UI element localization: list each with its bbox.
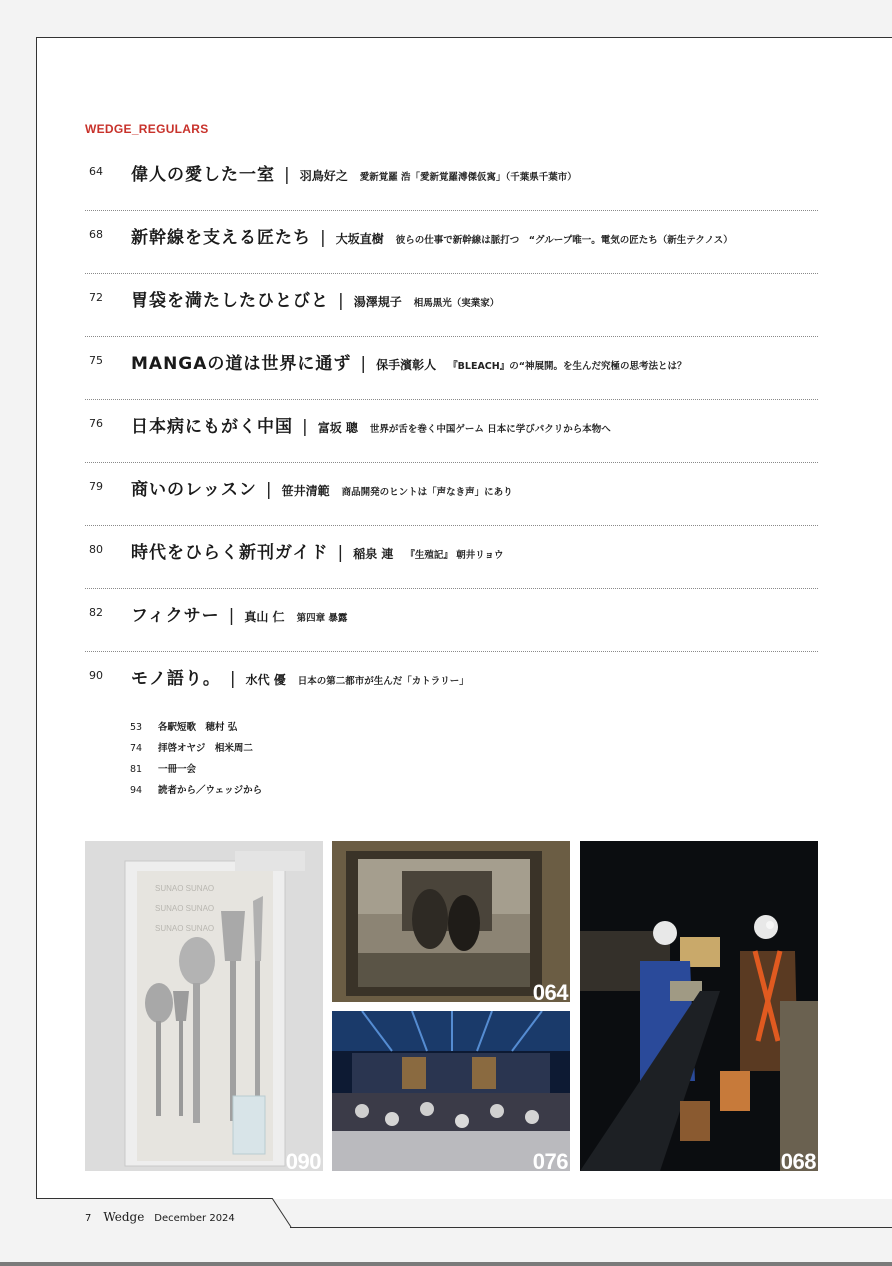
toc-title: 新幹線を支える匠たち (131, 228, 311, 248)
page-number: 7 (85, 1213, 92, 1224)
photo-page-label: 076 (532, 1149, 568, 1171)
toc-item[interactable] (85, 211, 818, 274)
toc-item[interactable] (85, 274, 818, 337)
section-label: WEDGE_REGULARS (85, 122, 209, 136)
toc-title: 胃袋を満たしたひとびと (131, 291, 329, 311)
minor-page-number: 53 (130, 722, 143, 733)
photo-page-label: 068 (780, 1149, 816, 1171)
footer-rule (290, 1227, 892, 1228)
toc-description: 相馬黒光（実業家） (413, 298, 500, 309)
toc-author: 富坂 聰 (317, 421, 358, 435)
page-footer (85, 1210, 235, 1224)
bottom-band (0, 1262, 892, 1266)
minor-title: 各駅短歌 穂村 弘 (158, 722, 238, 733)
separator: | (265, 480, 272, 500)
toc-item[interactable] (85, 337, 818, 400)
toc-page-number: 72 (89, 291, 103, 304)
issue-date: December 2024 (154, 1213, 235, 1224)
historic-photo-illustration (332, 841, 570, 1002)
toc-description: 『生殖記』 朝井リョウ (405, 550, 504, 561)
toc-item[interactable] (85, 463, 818, 526)
toc-description: 商品開発のヒントは「声なき声」にあり (341, 487, 513, 498)
minor-item[interactable] (130, 740, 262, 761)
toc-author: 保手濱彰人 (376, 358, 437, 372)
toc-page-number: 79 (89, 480, 103, 493)
separator: | (320, 228, 326, 248)
separator: | (302, 417, 308, 437)
toc-author: 羽鳥好之 (299, 169, 348, 183)
toc-description: 愛新覚羅 浩「愛新覚羅溥傑仮寓」（千葉県千葉市） (359, 172, 577, 183)
toc-description: 『BLEACH』の“神展開。を生んだ究極の思考法とは？ (448, 361, 687, 372)
separator: | (284, 165, 290, 185)
toc-page-number: 90 (89, 669, 103, 682)
photo-cutlery[interactable] (85, 841, 323, 1171)
minor-page-number: 74 (130, 743, 143, 754)
minor-page-number: 81 (130, 764, 143, 775)
footer-rule (36, 1198, 272, 1199)
photo-page-label: 090 (285, 1149, 321, 1171)
toc-author: 真山 仁 (244, 610, 285, 624)
toc-title: モノ語り。 (131, 669, 221, 689)
minor-item[interactable] (130, 719, 262, 740)
separator: | (337, 543, 344, 563)
toc-description: 日本の第二都市が生んだ「カトラリー」 (297, 676, 469, 687)
minor-page-number: 94 (130, 785, 143, 796)
minor-title: 一冊一会 (158, 764, 197, 775)
toc-description: 第四章 暴露 (296, 613, 348, 624)
cutlery-illustration (85, 841, 323, 1171)
photo-night-workers[interactable] (580, 841, 818, 1171)
photo-historic-portrait[interactable] (332, 841, 570, 1002)
toc-title: 日本病にもがく中国 (131, 417, 293, 437)
toc-title: 商いのレッスン (131, 480, 257, 500)
toc-title: MANGAの道は世界に通ず (131, 354, 352, 374)
svg-text:SUNAO SUNAO: SUNAO SUNAO (155, 904, 215, 913)
separator: | (338, 291, 344, 311)
toc-page-number: 75 (89, 354, 103, 367)
photo-page-label: 064 (532, 980, 568, 1002)
toc-author: 笹井清範 (281, 484, 330, 498)
toc-page-number: 76 (89, 417, 103, 430)
stage-event-illustration (332, 1011, 570, 1171)
footer-diagonal (271, 1198, 309, 1228)
magazine-logo: Wedge (103, 1210, 145, 1224)
toc-title: フィクサー (131, 606, 220, 626)
toc-description: 世界が舌を巻く中国ゲーム 日本に学びパクリから本物へ (369, 424, 611, 435)
minor-item[interactable] (130, 782, 262, 803)
toc-author: 水代 優 (245, 673, 286, 687)
toc-page-number: 82 (89, 606, 103, 619)
svg-text:SUNAO SUNAO: SUNAO SUNAO (155, 884, 215, 893)
toc-author: 稲泉 連 (353, 547, 394, 561)
toc-item[interactable] (85, 148, 818, 211)
separator: | (360, 354, 367, 374)
toc-page-number: 64 (89, 165, 103, 178)
toc-item[interactable] (85, 400, 818, 463)
toc-item[interactable] (85, 652, 818, 715)
toc-author: 大坂直樹 (335, 232, 384, 246)
minor-title: 読者から／ウェッジから (158, 785, 263, 796)
toc-page-number: 68 (89, 228, 103, 241)
toc-description: 彼らの仕事で新幹線は脈打つ “グループ唯一。電気の匠たち（新生テクノス） (395, 235, 733, 246)
night-workers-illustration (580, 841, 818, 1171)
photo-stage-event[interactable] (332, 1011, 570, 1171)
toc-item[interactable] (85, 526, 818, 589)
minor-item[interactable] (130, 761, 262, 782)
toc-title: 時代をひらく新刊ガイド (131, 543, 329, 563)
toc-author: 湯澤規子 (353, 295, 402, 309)
toc-page-number: 80 (89, 543, 103, 556)
minor-title: 拝啓オヤジ 相米周二 (158, 743, 253, 754)
svg-text:SUNAO SUNAO: SUNAO SUNAO (155, 924, 215, 933)
toc-title: 偉人の愛した一室 (131, 165, 275, 185)
toc-item[interactable] (85, 589, 818, 652)
table-of-contents (85, 148, 818, 715)
minor-contents-list (130, 719, 262, 803)
separator: | (228, 606, 235, 626)
separator: | (229, 669, 236, 689)
